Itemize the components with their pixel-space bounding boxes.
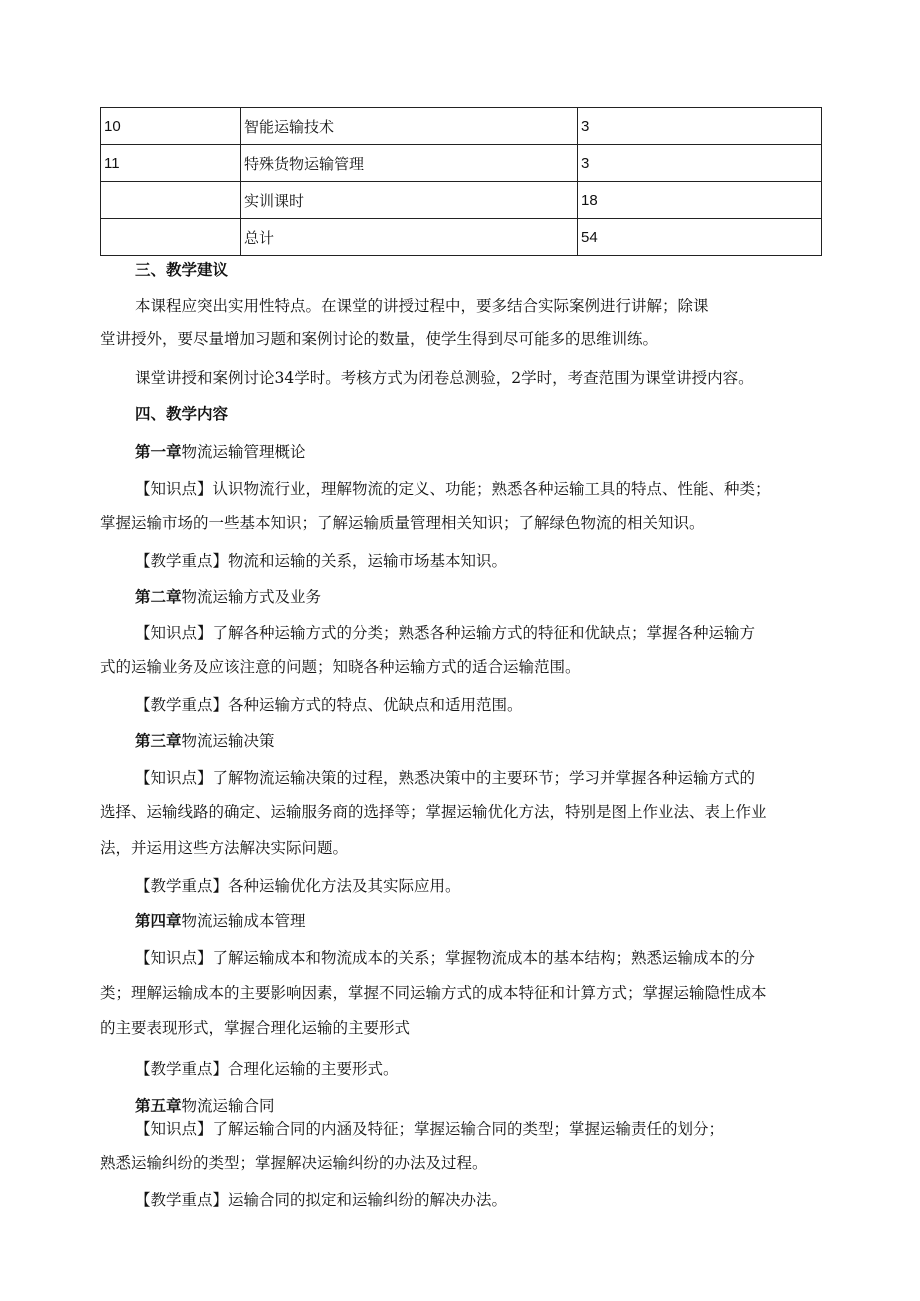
chapter-title: 物流运输方式及业务 [181, 588, 322, 606]
chapter3-knowledge-line: 【知识点】了解物流运输决策的过程，熟悉决策中的主要环节；学习并掌握各种运输方式的 [135, 769, 756, 787]
row-number [101, 182, 241, 219]
chapter1-knowledge-line: 【知识点】认识物流行业，理解物流的定义、功能；熟悉各种运输工具的特点、性能、种类； [135, 480, 771, 498]
chapter-title: 物流运输成本管理 [181, 912, 306, 930]
chapter-prefix: 第二章 [135, 587, 182, 606]
chapter-title: 物流运输合同 [181, 1097, 275, 1115]
row-hours: 3 [578, 145, 822, 182]
chapter2-heading [135, 585, 321, 607]
section3-paragraph-line: 本课程应突出实用性特点。在课堂的讲授过程中，要多结合实际案例进行讲解；除课 [135, 297, 709, 315]
row-number [101, 219, 241, 256]
chapter2-knowledge-line: 式的运输业务及应该注意的问题；知晓各种运输方式的适合运输范围。 [100, 658, 581, 676]
course-hours-table [100, 107, 822, 256]
section4-heading: 四、教学内容 [135, 404, 229, 423]
chapter4-knowledge-line: 的主要表现形式，掌握合理化运输的主要形式 [100, 1019, 411, 1037]
chapter1-focus: 【教学重点】物流和运输的关系，运输市场基本知识。 [135, 552, 508, 570]
row-number: 11 [101, 145, 241, 182]
row-hours: 18 [578, 182, 822, 219]
chapter3-heading [135, 729, 275, 751]
chapter4-focus: 【教学重点】合理化运输的主要形式。 [135, 1060, 399, 1078]
chapter4-heading [135, 909, 306, 931]
chapter5-focus: 【教学重点】运输合同的拟定和运输纠纷的解决办法。 [135, 1191, 508, 1209]
section3-heading: 三、教学建议 [135, 260, 229, 279]
chapter-prefix: 第五章 [135, 1096, 182, 1115]
table-row [101, 108, 822, 145]
chapter-prefix: 第一章 [135, 442, 182, 461]
row-topic: 特殊货物运输管理 [241, 145, 578, 182]
chapter3-knowledge-line: 法，并运用这些方法解决实际问题。 [100, 839, 349, 857]
chapter-title: 物流运输管理概论 [181, 443, 306, 461]
table-row [101, 182, 822, 219]
row-topic: 总计 [241, 219, 578, 256]
chapter5-heading [135, 1094, 275, 1116]
chapter1-knowledge-line: 掌握运输市场的一些基本知识；了解运输质量管理相关知识；了解绿色物流的相关知识。 [100, 514, 705, 532]
row-topic: 智能运输技术 [241, 108, 578, 145]
chapter2-knowledge-line: 【知识点】了解各种运输方式的分类；熟悉各种运输方式的特征和优缺点；掌握各种运输方 [135, 624, 756, 642]
row-hours: 54 [578, 219, 822, 256]
chapter3-knowledge-line: 选择、运输线路的确定、运输服务商的选择等；掌握运输优化方法，特别是图上作业法、表上作业 [100, 803, 767, 821]
row-topic: 实训课时 [241, 182, 578, 219]
table-row [101, 145, 822, 182]
section3-paragraph: 课堂讲授和案例讨论34学时。考核方式为闭卷总测验，2学时，考查范围为课堂讲授内容。 [135, 369, 754, 387]
chapter4-knowledge-line: 类；理解运输成本的主要影响因素，掌握不同运输方式的成本特征和计算方式；掌握运输隐性成本 [100, 984, 767, 1002]
section3-paragraph-line: 堂讲授外，要尽量增加习题和案例讨论的数量，使学生得到尽可能多的思维训练。 [100, 330, 659, 348]
chapter-prefix: 第三章 [135, 731, 182, 750]
table-row [101, 219, 822, 256]
chapter5-knowledge-line: 【知识点】了解运输合同的内涵及特征；掌握运输合同的类型；掌握运输责任的划分； [135, 1120, 725, 1138]
chapter5-knowledge-line: 熟悉运输纠纷的类型；掌握解决运输纠纷的办法及过程。 [100, 1154, 488, 1172]
chapter3-focus: 【教学重点】各种运输优化方法及其实际应用。 [135, 877, 461, 895]
chapter-prefix: 第四章 [135, 911, 182, 930]
row-hours: 3 [578, 108, 822, 145]
row-number: 10 [101, 108, 241, 145]
chapter4-knowledge-line: 【知识点】了解运输成本和物流成本的关系；掌握物流成本的基本结构；熟悉运输成本的分 [135, 949, 756, 967]
chapter-title: 物流运输决策 [181, 732, 275, 750]
chapter2-focus: 【教学重点】各种运输方式的特点、优缺点和适用范围。 [135, 696, 523, 714]
chapter1-heading [135, 440, 306, 462]
